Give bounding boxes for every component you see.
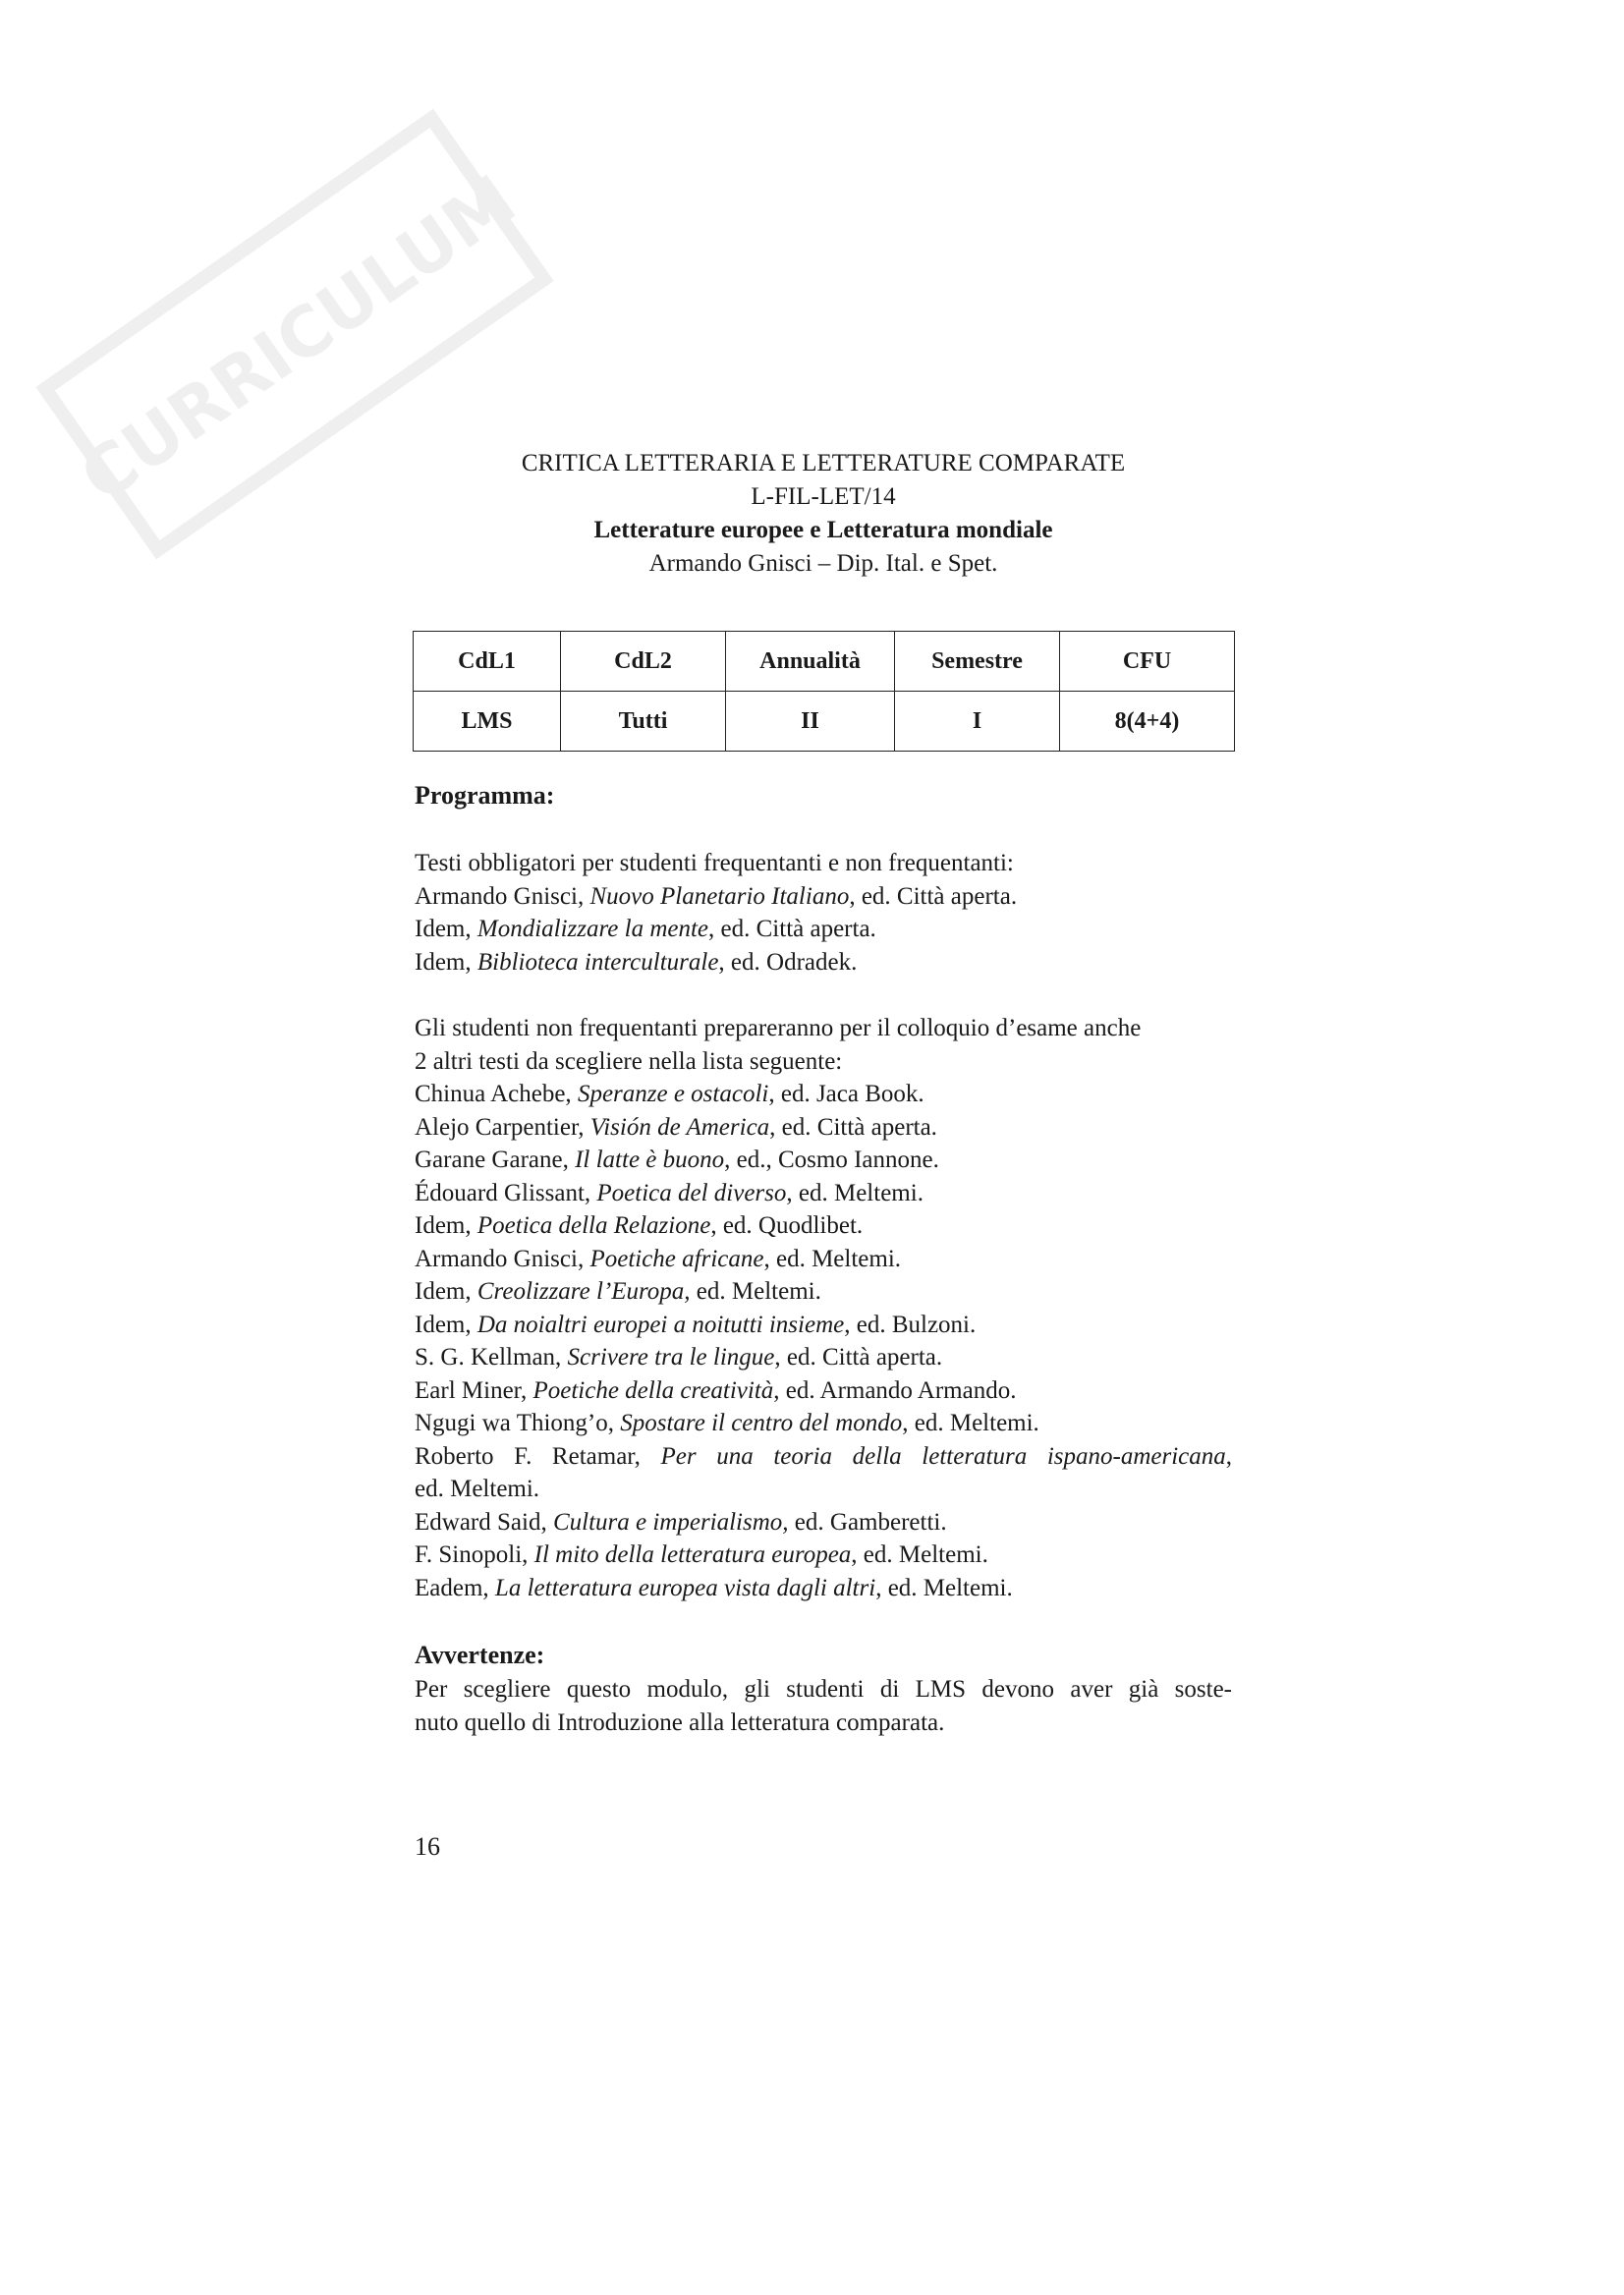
entry-publisher: ed. Meltemi. bbox=[690, 1278, 821, 1305]
bibliography-entry bbox=[415, 1111, 1232, 1145]
table-row bbox=[414, 692, 1235, 752]
avvertenze-text: Per scegliere questo modulo, gli studenti di LMS devono aver già soste- bbox=[415, 1676, 1232, 1703]
bibliography-entry bbox=[415, 1440, 1232, 1474]
entry-publisher: , ed. Città aperta. bbox=[849, 882, 1018, 910]
entry-author: Idem, bbox=[415, 1311, 477, 1338]
entry-publisher: , ed. Città aperta. bbox=[708, 916, 876, 942]
entry-author: Roberto F. Retamar, bbox=[415, 1442, 661, 1470]
bibliography-entry bbox=[415, 1572, 1232, 1605]
optional-texts-block bbox=[415, 1012, 1232, 1604]
entry-title: Speranze e ostacoli bbox=[577, 1081, 769, 1107]
course-subtitle: Letterature europee e Letteratura mondiale bbox=[593, 517, 1053, 543]
table-cell: 8(4+4) bbox=[1060, 692, 1235, 752]
entry-title: Poetiche africane bbox=[589, 1245, 764, 1272]
optional-intro: 2 altri testi da scegliere nella lista seguente: bbox=[415, 1047, 843, 1075]
entry-publisher: , ed. Armando Armando. bbox=[773, 1376, 1017, 1404]
bibliography-entry bbox=[415, 1374, 1232, 1408]
entry-title: Creolizzare l’Europa, bbox=[476, 1278, 691, 1305]
bibliography-entry bbox=[415, 1275, 1232, 1309]
course-code: L-FIL-LET/14 bbox=[751, 483, 896, 510]
bibliography-entry bbox=[415, 1243, 1232, 1276]
course-instructor: Armando Gnisci – Dip. Ital. e Spet. bbox=[648, 550, 998, 577]
bibliography-entry bbox=[415, 1473, 1232, 1506]
entry-title: Cultura e imperialismo, bbox=[552, 1508, 789, 1536]
avvertenze-text: nuto quello di Introduzione alla letteratura comparata. bbox=[415, 1708, 945, 1736]
required-list bbox=[415, 880, 1232, 980]
entry-title: La letteratura europea vista dagli altri bbox=[494, 1574, 876, 1601]
entry-publisher: , ed. Meltemi. bbox=[763, 1245, 902, 1272]
entry-title: Scrivere tra le lingue bbox=[567, 1344, 775, 1371]
table-cell: LMS bbox=[414, 692, 561, 752]
entry-publisher: , ed. Città aperta. bbox=[769, 1113, 937, 1141]
entry-publisher: ed. Gamberetti. bbox=[788, 1508, 947, 1536]
bibliography-entry bbox=[415, 1407, 1232, 1440]
page-header bbox=[413, 447, 1234, 581]
entry-publisher: , ed. Meltemi. bbox=[851, 1541, 988, 1568]
table-header-cell: CFU bbox=[1060, 632, 1235, 692]
bibliography-entry bbox=[415, 1078, 1232, 1111]
bibliography-entry bbox=[415, 1209, 1232, 1243]
entry-title: Il latte è buono bbox=[575, 1147, 725, 1173]
entry-author: Idem, bbox=[415, 948, 477, 976]
entry-publisher: , ed. Quodlibet. bbox=[710, 1212, 864, 1239]
entry-author: Eadem, bbox=[415, 1574, 495, 1601]
table-cell: Tutti bbox=[561, 692, 726, 752]
entry-title: Per una teoria della letteratura ispano-americana bbox=[660, 1442, 1226, 1470]
entry-title: Nuovo Planetario Italiano bbox=[589, 882, 850, 910]
entry-author: Alejo Carpentier, bbox=[415, 1113, 590, 1141]
entry-author: S. G. Kellman, bbox=[415, 1344, 568, 1371]
table-header-cell: Annualità bbox=[726, 632, 895, 692]
avvertenze-block bbox=[415, 1673, 1232, 1739]
entry-author: ed. Meltemi. bbox=[415, 1476, 540, 1502]
entry-title: Il mito della letteratura europea bbox=[533, 1541, 852, 1568]
entry-title: Spostare il centro del mondo bbox=[620, 1410, 903, 1436]
entry-author: Armando Gnisci, bbox=[415, 1245, 590, 1272]
entry-author: Idem, bbox=[415, 1212, 477, 1239]
entry-title: Mondializzare la mente bbox=[476, 916, 709, 942]
entry-title: Da noialtri europei a noitutti insieme bbox=[476, 1311, 845, 1338]
bibliography-entry bbox=[415, 1309, 1232, 1342]
entry-author: F. Sinopoli, bbox=[415, 1541, 534, 1568]
entry-author: Chinua Achebe, bbox=[415, 1081, 578, 1107]
bibliography-entry bbox=[415, 1144, 1232, 1177]
entry-title: Visión de America bbox=[589, 1113, 770, 1141]
avvertenze-heading: Avvertenze: bbox=[415, 1641, 545, 1669]
page-number: 16 bbox=[415, 1832, 440, 1861]
entry-title: Poetiche della creatività bbox=[532, 1376, 774, 1404]
table-header-cell: CdL1 bbox=[414, 632, 561, 692]
entry-title: Poetica del diverso bbox=[596, 1179, 787, 1206]
bibliography-entry bbox=[415, 1506, 1232, 1539]
table-header-row bbox=[414, 632, 1235, 692]
table-header-cell: Semestre bbox=[895, 632, 1060, 692]
entry-publisher: , ed. Bulzoni. bbox=[844, 1311, 977, 1338]
course-info-table bbox=[413, 631, 1235, 752]
bibliography-entry bbox=[415, 1177, 1232, 1210]
entry-publisher: , ed. Jaca Book. bbox=[768, 1081, 924, 1107]
entry-author: Armando Gnisci, bbox=[415, 882, 590, 910]
entry-publisher: , bbox=[1225, 1442, 1233, 1470]
entry-author: Édouard Glissant, bbox=[415, 1179, 597, 1206]
entry-publisher: , ed. Meltemi. bbox=[902, 1410, 1039, 1436]
entry-author: Garane Garane, bbox=[415, 1147, 576, 1173]
required-texts-block bbox=[415, 847, 1232, 979]
svg-text:CURRICULUM: CURRICULUM bbox=[66, 159, 531, 519]
bibliography-entry bbox=[415, 946, 1232, 980]
entry-title: Biblioteca interculturale bbox=[476, 948, 719, 976]
entry-title: Poetica della Relazione bbox=[476, 1212, 711, 1239]
entry-author: Idem, bbox=[415, 1278, 477, 1305]
entry-publisher: , ed., Cosmo Iannone. bbox=[724, 1147, 939, 1173]
table-cell: I bbox=[895, 692, 1060, 752]
bibliography-entry bbox=[415, 880, 1232, 914]
course-title: CRITICA LETTERARIA E LETTERATURE COMPARATE bbox=[521, 450, 1126, 476]
bibliography-entry bbox=[415, 1341, 1232, 1374]
entry-publisher: , ed. Città aperta. bbox=[774, 1344, 943, 1371]
table-cell: II bbox=[726, 692, 895, 752]
optional-intro: Gli studenti non frequentanti prepareranno per il colloquio d’esame anche bbox=[415, 1015, 1142, 1041]
entry-author: Idem, bbox=[415, 916, 477, 942]
bibliography-entry bbox=[415, 913, 1232, 946]
entry-publisher: , ed. Meltemi. bbox=[875, 1574, 1013, 1601]
entry-author: Earl Miner, bbox=[415, 1376, 533, 1404]
programma-heading: Programma: bbox=[415, 781, 555, 810]
bibliography-entry bbox=[415, 1539, 1232, 1572]
entry-publisher: , ed. Meltemi. bbox=[786, 1179, 924, 1206]
entry-author: Edward Said, bbox=[415, 1508, 553, 1536]
entry-author: Ngugi wa Thiong’o, bbox=[415, 1410, 621, 1436]
optional-list bbox=[415, 1078, 1232, 1604]
required-intro: Testi obbligatori per studenti frequentanti e non frequentanti: bbox=[415, 850, 1014, 876]
entry-publisher: , ed. Odradek. bbox=[718, 948, 858, 976]
table-header-cell: CdL2 bbox=[561, 632, 726, 692]
